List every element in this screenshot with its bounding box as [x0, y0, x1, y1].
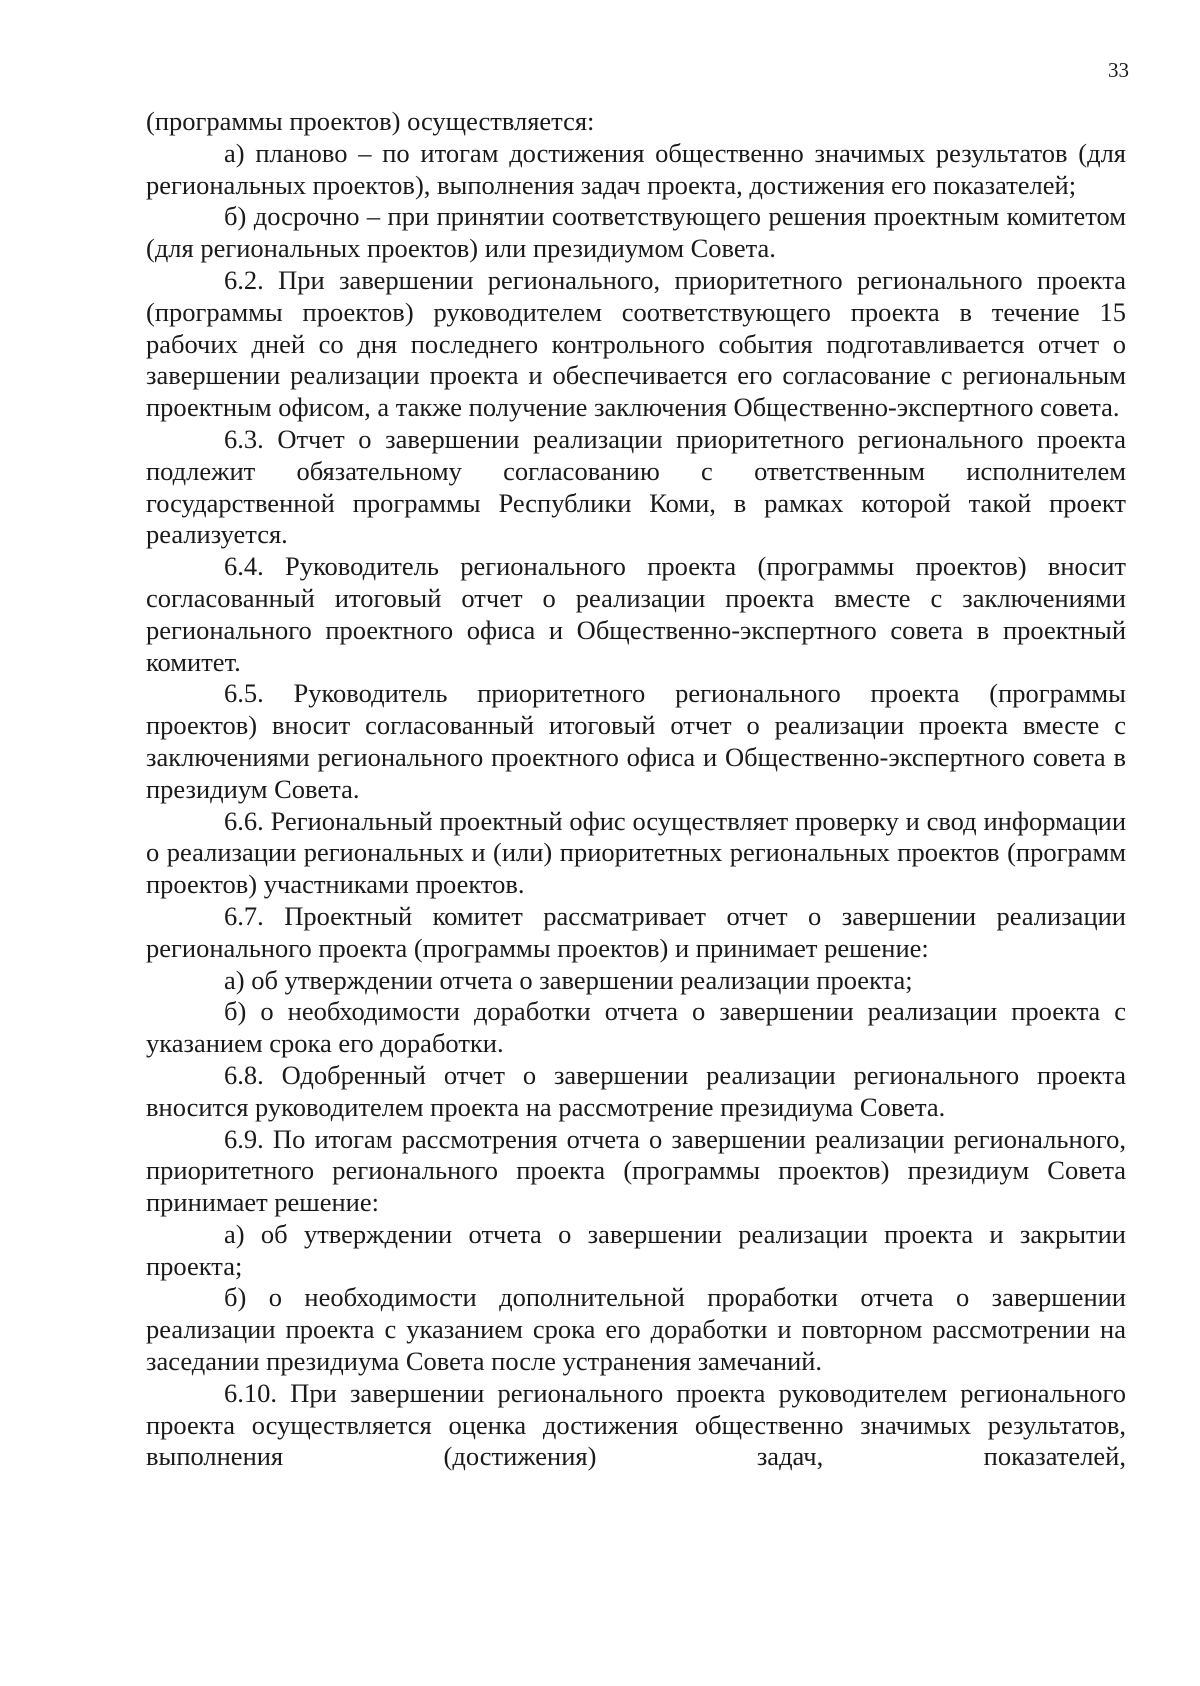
paragraph: 6.5. Руководитель приоритетного регионального проекта (программы проектов) вносит согласованный итоговый отчет о реализации проекта вместе с заключениями регионального проектного офиса и Общественно-экспертного совета в президиум Совета.: [146, 678, 1126, 804]
page-number: 33: [1108, 58, 1129, 82]
paragraph: 6.6. Региональный проектный офис осуществляет проверку и свод информации о реализации региональных и (или) приоритетных региональных проектов (программ проектов) участниками проектов.: [146, 805, 1126, 900]
paragraph: 6.2. При завершении регионального, приоритетного регионального проекта (программы проектов) руководителем соответствующего проекта в течение 15 рабочих дней со дня последнего контрольного события подготавливается отчет о завершении реализации проекта и обеспечивается его согласование с региональным проектным офисом, а также получение заключения Общественно-экспертного совета.: [146, 264, 1126, 423]
paragraph: б) досрочно – при принятии соответствующего решения проектным комитетом (для региональных проектов) или президиумом Совета.: [146, 201, 1126, 264]
paragraph: (программы проектов) осуществляется:: [146, 106, 595, 136]
paragraph: а) планово – по итогам достижения общественно значимых результатов (для региональных проектов), выполнения задач проекта, достижения его показателей;: [146, 137, 1126, 200]
paragraph: 6.4. Руководитель регионального проекта (программы проектов) вносит согласованный итоговый отчет о реализации проекта вместе с заключениями регионального проектного офиса и Общественно-экспертного совета в проектный комитет.: [146, 551, 1126, 677]
paragraph: 6.9. По итогам рассмотрения отчета о завершении реализации регионального, приоритетного регионального проекта (программы проектов) президиум Совета принимает решение:: [146, 1123, 1126, 1218]
paragraph: 6.8. Одобренный отчет о завершении реализации регионального проекта вносится руководителем проекта на рассмотрение президиума Совета.: [146, 1059, 1126, 1122]
document-body: [146, 106, 1126, 1473]
paragraph: 6.3. Отчет о завершении реализации приоритетного регионального проекта подлежит обязательному согласованию с ответственным исполнителем государственной программы Республики Коми, в рамках которой такой проект реализуется.: [146, 423, 1126, 550]
paragraph: а) об утверждении отчета о завершении реализации проекта;: [224, 964, 913, 995]
paragraph: 6.7. Проектный комитет рассматривает отчет о завершении реализации регионального проекта (программы проектов) и принимает решение:: [146, 900, 1126, 963]
paragraph: 6.10. При завершении регионального проекта руководителем регионального проекта осуществляется оценка достижения общественно значимых результатов, выполнения (достижения) задач, показателей,: [146, 1377, 1126, 1472]
paragraph: а) об утверждении отчета о завершении реализации проекта и закрытии проекта;: [146, 1218, 1126, 1281]
paragraph: б) о необходимости доработки отчета о завершении реализации проекта с указанием срока его доработки.: [146, 996, 1126, 1059]
paragraph: б) о необходимости дополнительной проработки отчета о завершении реализации проекта с указанием срока его доработки и повторном рассмотрении на заседании президиума Совета после устранения замечаний.: [146, 1282, 1126, 1377]
